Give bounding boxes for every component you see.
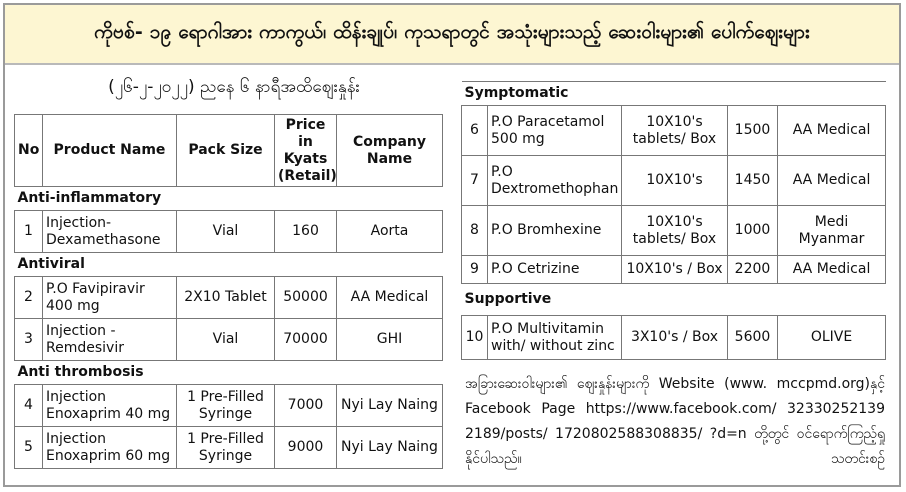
table-row [462, 156, 886, 206]
row-pack: 10X10's / Box [622, 256, 728, 284]
category-supportive: Supportive [462, 284, 886, 316]
row-pack: 1 Pre-Filled Syringe [177, 385, 275, 427]
row-product: P.O Paracetamol 500 mg [488, 106, 622, 156]
table-row [15, 211, 443, 253]
row-product: Injection- Dexamethasone [43, 211, 177, 253]
header-company: Company Name [337, 115, 443, 187]
table-row [462, 256, 886, 284]
row-no: 7 [462, 156, 488, 206]
row-no: 4 [15, 385, 43, 427]
row-price: 1000 [728, 206, 778, 256]
header-price: Price in Kyats (Retail) [275, 115, 337, 187]
row-no: 10 [462, 316, 488, 360]
row-product: P.O Bromhexine [488, 206, 622, 256]
row-company: AA Medical [337, 277, 443, 319]
row-pack: Vial [177, 319, 275, 361]
row-company: Medi Myanmar [778, 206, 886, 256]
row-product: P.O Dextromethophan [488, 156, 622, 206]
row-price: 50000 [275, 277, 337, 319]
row-no: 3 [15, 319, 43, 361]
row-pack: 2X10 Tablet [177, 277, 275, 319]
row-price: 1450 [728, 156, 778, 206]
row-price: 9000 [275, 427, 337, 469]
page-title: ကိုဗစ်- ၁၉ ရောဂါအား ကာကွယ်၊ ထိန်းချုပ်၊ ကုသရာတွင် အသုံးများသည့် ဆေးဝါးများ၏ ပေါက်ဈေးများ [5, 5, 899, 65]
table-row [462, 106, 886, 156]
row-price: 70000 [275, 319, 337, 361]
row-no: 2 [15, 277, 43, 319]
row-no: 6 [462, 106, 488, 156]
row-product: P.O Favipiravir 400 mg [43, 277, 177, 319]
price-date-subtitle: (၂၆-၂-၂၀၂၂) ညနေ ၆ နာရီအထိဈေးနှုန်း [108, 77, 360, 97]
row-product: Injection - Remdesivir [43, 319, 177, 361]
row-pack: 1 Pre-Filled Syringe [177, 427, 275, 469]
row-company: OLIVE [778, 316, 886, 360]
row-price: 1500 [728, 106, 778, 156]
row-product: Injection Enoxaprim 60 mg [43, 427, 177, 469]
footer-note-text: အခြားဆေးဝါးများ၏ ဈေးနှုန်းများကို Website (www. mccpmd.org)နှင့် Facebook Page https://www.facebook.com/ 32330252139 2189/posts/ 1720802588308835/ ?d=n တို့တွင် ဝင်ရောက်ကြည့်ရှုနိုင်ပါသည်။ [465, 376, 885, 467]
table-row [15, 385, 443, 427]
row-price: 7000 [275, 385, 337, 427]
row-pack: Vial [177, 211, 275, 253]
table-row [15, 277, 443, 319]
row-no: 8 [462, 206, 488, 256]
header-product: Product Name [43, 115, 177, 187]
row-pack: 10X10's [622, 156, 728, 206]
category-anti-inflammatory: Anti-inflammatory [15, 187, 443, 211]
row-company: AA Medical [778, 106, 886, 156]
row-company: Aorta [337, 211, 443, 253]
row-product: P.O Multivitamin with/ without zinc [488, 316, 622, 360]
row-company: Nyi Lay Naing [337, 427, 443, 469]
row-pack: 10X10's tablets/ Box [622, 106, 728, 156]
row-pack: 10X10's tablets/ Box [622, 206, 728, 256]
header-pack-size: Pack Size [177, 115, 275, 187]
header-no: No [15, 115, 43, 187]
row-no: 5 [15, 427, 43, 469]
row-company: AA Medical [778, 156, 886, 206]
row-price: 160 [275, 211, 337, 253]
row-company: GHI [337, 319, 443, 361]
category-antiviral: Antiviral [15, 253, 443, 277]
row-price: 2200 [728, 256, 778, 284]
category-symptomatic: Symptomatic [462, 82, 886, 106]
left-price-table [14, 114, 443, 469]
row-pack: 3X10's / Box [622, 316, 728, 360]
row-no: 1 [15, 211, 43, 253]
table-row [462, 316, 886, 360]
table-row [15, 427, 443, 469]
right-price-table [461, 81, 886, 360]
row-company: AA Medical [778, 256, 886, 284]
row-product: P.O Cetrizine [488, 256, 622, 284]
row-company: Nyi Lay Naing [337, 385, 443, 427]
category-anti-thrombosis: Anti thrombosis [15, 361, 443, 385]
row-no: 9 [462, 256, 488, 284]
table-row [15, 319, 443, 361]
table-row [462, 206, 886, 256]
table-header-row [15, 115, 443, 187]
row-product: Injection Enoxaprim 40 mg [43, 385, 177, 427]
source-credit: သတင်းစဉ် [830, 451, 885, 467]
row-price: 5600 [728, 316, 778, 360]
footer-note [465, 372, 885, 472]
